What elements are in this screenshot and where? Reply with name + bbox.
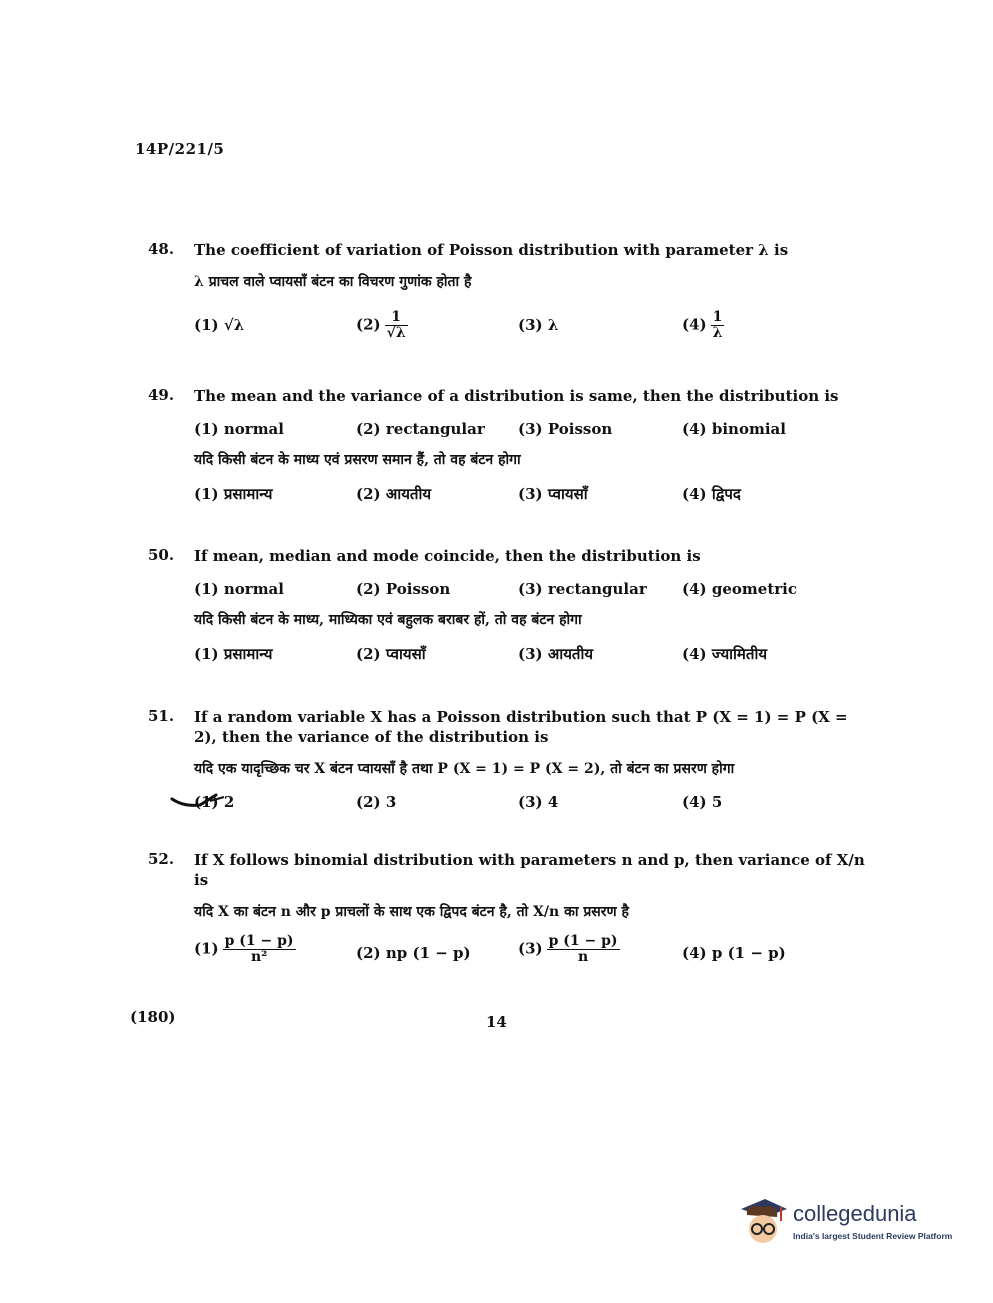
option-number: (4)	[682, 580, 707, 598]
option-2	[356, 484, 431, 504]
handwritten-tick-mark-icon	[164, 791, 244, 815]
question-text-hi: यदि किसी बंटन के माध्य एवं प्रसरण समान हैं, तो वह बंटन होगा	[194, 452, 521, 468]
fraction-denominator: n	[578, 949, 589, 965]
option-label: Poisson	[385, 580, 451, 598]
option-number: (2)	[356, 315, 381, 334]
option-2	[356, 310, 408, 341]
option-label: आयतीय	[385, 485, 432, 503]
option-label: rectangular	[547, 580, 647, 598]
option-1	[194, 420, 284, 438]
fraction-denominator: n²	[250, 949, 268, 965]
option-label: rectangular	[385, 420, 485, 438]
question-text-en: The coefficient of variation of Poisson distribution with parameter λ is	[194, 241, 789, 259]
options-hi	[194, 484, 868, 510]
option-4	[682, 580, 797, 598]
question-number: 48.	[148, 240, 175, 258]
option-number: (1)	[194, 645, 219, 663]
option-4	[682, 484, 741, 504]
option-number: (2)	[356, 485, 381, 503]
question-text-hi: λ प्राचल वाले प्वायसाँ बंटन का विचरण गुणांक होता है	[194, 274, 472, 290]
option-2	[356, 644, 426, 664]
student-mascot-icon	[735, 1195, 791, 1251]
option-3	[518, 934, 620, 965]
option-number: (3)	[518, 580, 543, 598]
option-number: (2)	[356, 645, 381, 663]
option-3	[518, 793, 558, 811]
option-number: (2)	[356, 580, 381, 598]
question-51	[148, 707, 868, 819]
question-50	[148, 546, 868, 670]
fraction-numerator: 1	[385, 310, 408, 326]
option-1	[194, 644, 272, 664]
options	[194, 793, 868, 819]
option-label: 2	[223, 793, 235, 811]
question-text-en: If a random variable X has a Poisson distribution such that P (X = 1) = P (X = 2), then the variance of the distribution is	[194, 708, 848, 746]
option-4	[682, 644, 767, 664]
option-3	[518, 484, 588, 504]
question-number: 49.	[148, 386, 175, 404]
paper-code: 14P/221/5	[135, 140, 225, 158]
option-label: 4	[547, 793, 559, 811]
option-label: normal	[223, 580, 284, 598]
option-number: (2)	[356, 420, 381, 438]
option-number: (1)	[194, 939, 219, 958]
option-number: (1)	[194, 420, 219, 438]
option-4	[682, 420, 786, 438]
option-number: (1)	[194, 793, 219, 811]
option-label: 5	[711, 793, 723, 811]
question-text-en: The mean and the variance of a distribution is same, then the distribution is	[194, 387, 839, 405]
fraction-numerator: 1	[711, 310, 725, 326]
option-number: (1)	[194, 316, 219, 334]
option-label: 3	[385, 793, 397, 811]
option-1	[194, 934, 296, 965]
options-en	[194, 580, 868, 606]
option-1	[194, 316, 244, 334]
option-number: (4)	[682, 485, 707, 503]
options	[194, 934, 868, 974]
question-text-hi: यदि X का बंटन n और p प्राचलों के साथ एक द्विपद बंटन है, तो X/n का प्रसरण है	[194, 904, 629, 920]
option-number: (1)	[194, 485, 219, 503]
option-2	[356, 420, 485, 438]
fraction-numerator: p (1 − p)	[224, 933, 294, 949]
question-number: 50.	[148, 546, 175, 564]
option-2	[356, 580, 450, 598]
fraction-denominator: λ	[712, 325, 723, 341]
logo-name: collegedunia	[793, 1201, 917, 1226]
option-label: geometric	[711, 580, 797, 598]
option-number: (4)	[682, 315, 707, 334]
option-label: √λ	[223, 316, 245, 334]
option-4	[682, 944, 786, 962]
option-number: (2)	[356, 793, 381, 811]
fraction-numerator: p (1 − p)	[548, 933, 618, 949]
option-2	[356, 944, 471, 962]
option-number: (3)	[518, 420, 543, 438]
option-number: (3)	[518, 793, 543, 811]
footer-code: (180)	[130, 1008, 176, 1026]
option-label: p (1 − p)	[711, 944, 786, 962]
option-label: द्विपद	[711, 485, 741, 503]
option-label: प्रसामान्य	[223, 485, 273, 503]
options	[194, 310, 868, 346]
option-number: (3)	[518, 645, 543, 663]
question-48	[148, 240, 868, 346]
option-number: (3)	[518, 485, 543, 503]
option-label: λ	[547, 316, 559, 334]
question-number: 51.	[148, 707, 175, 725]
option-number: (2)	[356, 944, 381, 962]
fraction	[711, 310, 725, 341]
option-3	[518, 316, 558, 334]
option-1	[194, 793, 234, 811]
option-number: (3)	[518, 939, 543, 958]
options-en	[194, 420, 868, 446]
question-text-en: If mean, median and mode coincide, then the distribution is	[194, 547, 701, 565]
option-number: (1)	[194, 580, 219, 598]
page-number: 14	[486, 1013, 507, 1031]
option-label: प्रसामान्य	[223, 645, 273, 663]
question-text-hi: यदि किसी बंटन के माध्य, माध्यिका एवं बहुलक बराबर हों, तो वह बंटन होगा	[194, 612, 582, 628]
collegedunia-logo	[735, 1195, 965, 1255]
option-3	[518, 580, 647, 598]
question-49	[148, 386, 868, 510]
option-label: np (1 − p)	[385, 944, 471, 962]
option-1	[194, 484, 272, 504]
option-label: ज्यामितीय	[711, 645, 768, 663]
question-text-en: If X follows binomial distribution with parameters n and p, then variance of X/n is	[194, 851, 865, 889]
option-label: Poisson	[547, 420, 613, 438]
option-number: (3)	[518, 316, 543, 334]
option-number: (4)	[682, 420, 707, 438]
logo-tagline: India's largest Student Review Platform	[793, 1231, 953, 1241]
option-label: प्वायसाँ	[385, 645, 426, 663]
question-text-hi: यदि एक यादृच्छिक चर X बंटन प्वायसाँ है तथा P (X = 1) = P (X = 2), तो बंटन का प्रसरण होगा	[194, 761, 735, 777]
option-4	[682, 793, 722, 811]
option-number: (4)	[682, 645, 707, 663]
option-4	[682, 310, 724, 341]
option-number: (4)	[682, 793, 707, 811]
question-52	[148, 850, 868, 974]
option-number: (4)	[682, 944, 707, 962]
option-label: प्वायसाँ	[547, 485, 588, 503]
fraction	[547, 934, 620, 965]
option-3	[518, 420, 612, 438]
fraction	[385, 310, 408, 341]
option-1	[194, 580, 284, 598]
fraction-denominator: √λ	[386, 325, 406, 341]
option-label: normal	[223, 420, 284, 438]
fraction	[223, 934, 296, 965]
options-hi	[194, 644, 868, 670]
option-3	[518, 644, 593, 664]
option-2	[356, 793, 396, 811]
option-label: binomial	[711, 420, 786, 438]
question-number: 52.	[148, 850, 175, 868]
option-label: आयतीय	[547, 645, 594, 663]
